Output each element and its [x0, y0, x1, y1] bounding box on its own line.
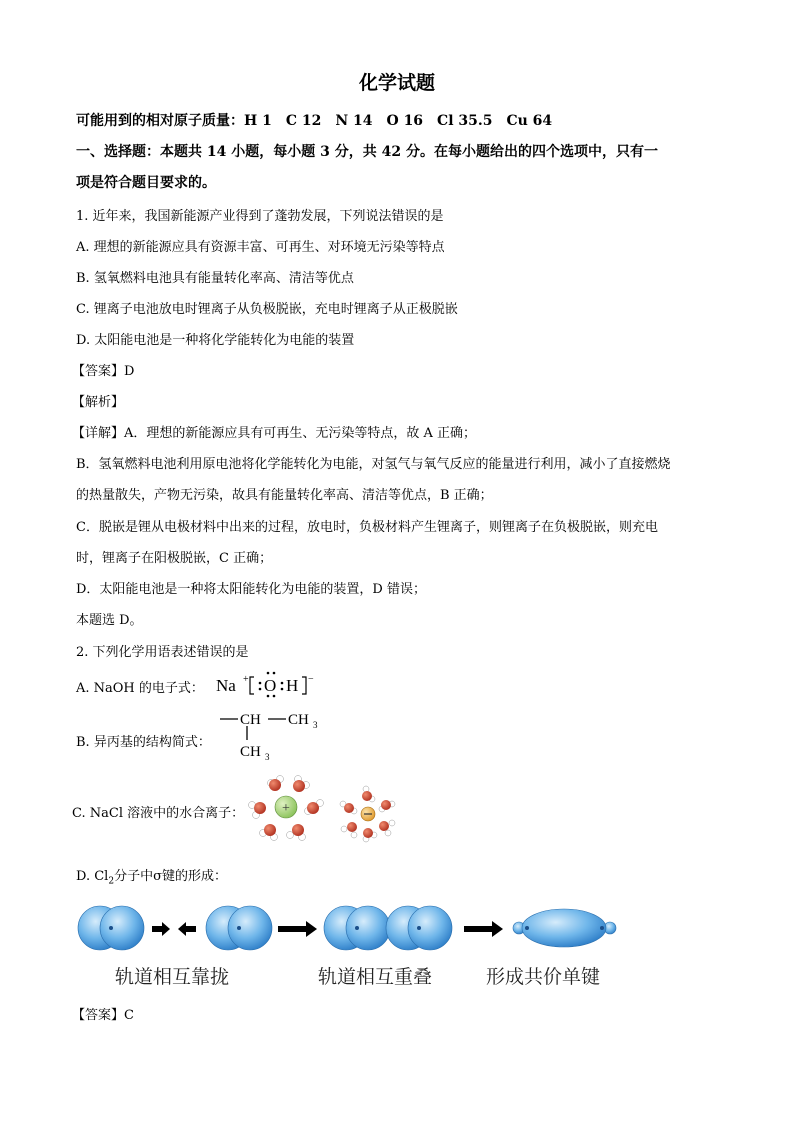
hydrated-anion [340, 786, 395, 842]
q2-option-a-label: A. NaOH 的电子式： [76, 681, 204, 696]
orbitals-approaching [78, 906, 144, 950]
arrow-right-icon [152, 922, 170, 936]
q2-option-c-label: C. NaCl 溶液中的水合离子： [72, 806, 245, 821]
orbital-second-atom [206, 906, 272, 950]
answer-tag: 【答案】 [72, 364, 125, 379]
q1-answer [72, 360, 134, 379]
q2-option-b-label: B. 异丙基的结构简式： [76, 735, 211, 750]
hydrated-ions-diagram [246, 773, 416, 843]
exp-text: A．理想的新能源应具有可再生、无污染等特点，故 A 正确； [124, 426, 477, 441]
ch3-group-bottom: CH [240, 744, 261, 760]
right-bracket [302, 677, 306, 694]
detail-tag: 【详解】 [72, 426, 125, 441]
left-bracket [250, 677, 254, 694]
q1-explanation-b1: B．氢氧燃料电池利用原电池将化学能转化为电能，对氢气与氧气反应的能量进行利用，减小了直接燃烧 [76, 457, 671, 472]
covalent-single-bond [513, 909, 616, 947]
na-charge: + [243, 674, 249, 685]
q2-option-d-label [76, 865, 227, 887]
hydroxide-charge: − [308, 674, 314, 685]
na-symbol: Na [216, 676, 236, 695]
q1-option-c: C. 锂离子电池放电时锂离子从负极脱嵌，充电时锂离子从正极脱嵌 [76, 302, 458, 317]
arrow-right-icon [464, 921, 503, 937]
orbitals-overlapping [324, 906, 452, 950]
arrow-right-icon [278, 921, 317, 937]
isopropyl-structure [216, 706, 326, 762]
subscript-3-right: 3 [313, 720, 318, 730]
q1-explanation-c1: C．脱嵌是锂从电极材料中出来的过程，放电时，负极材料产生锂离子，则锂离子在负极脱嵌，则充电 [76, 520, 658, 535]
section-heading-line1: 一、选择题：本题共 14 小题，每小题 3 分，共 42 分。在每小题给出的四个选项中，只有一 [76, 144, 658, 160]
answer-tag: 【答案】 [72, 1008, 125, 1023]
ch3-group-right: CH [288, 712, 309, 728]
q1-explanation-c2: 时，锂离子在阳极脱嵌，C 正确； [76, 551, 273, 566]
d-label-rest: 分子中σ键的形成： [114, 869, 227, 884]
naoh-electron-formula [214, 664, 324, 698]
page-title: 化学试题 [358, 72, 435, 94]
hydrated-cation [249, 776, 324, 841]
q1-option-b: B. 氢氧燃料电池具有能量转化率高、清洁等优点 [76, 271, 354, 286]
q2-answer [72, 1004, 134, 1023]
q1-option-d: D. 太阳能电池是一种将化学能转化为电能的装置 [76, 333, 355, 348]
q1-explanation-b2: 的热量散失，产物无污染，故具有能量转化率高、清洁等优点，B 正确； [76, 488, 493, 503]
d-label-text: D. Cl [76, 869, 109, 884]
q1-option-a: A. 理想的新能源应具有资源丰富、可再生、对环境无污染等特点 [76, 240, 445, 255]
caption-approaching: 轨道相互靠拢 [115, 966, 230, 988]
q1-explanation-a [72, 422, 476, 441]
subscript-3-bottom: 3 [265, 752, 270, 762]
hydrogen-symbol: H [286, 676, 299, 695]
answer-value: D [124, 364, 135, 379]
ch-group: CH [240, 712, 261, 728]
q1-explanation-d: D．太阳能电池是一种将太阳能转化为电能的装置，D 错误； [76, 582, 426, 597]
q1-analysis-tag: 【解析】 [72, 395, 125, 410]
caption-single-bond: 形成共价单键 [486, 966, 601, 988]
answer-value: C [124, 1008, 134, 1023]
section-heading-line2: 项是符合题目要求的。 [76, 175, 216, 191]
arrow-left-icon [178, 922, 196, 936]
q1-conclusion: 本题选 D。 [76, 613, 143, 628]
q2-stem: 2. 下列化学用语表述错误的是 [76, 645, 249, 660]
atomic-mass-line: 可能用到的相对原子质量：H 1 C 12 N 14 O 16 Cl 35.5 Cu 64 [76, 113, 553, 129]
oxygen-symbol: O [264, 676, 277, 695]
d-subscript: 2 [108, 876, 115, 887]
caption-overlapping: 轨道相互重叠 [318, 966, 433, 988]
plus-sign-icon: + [282, 801, 290, 816]
sigma-bond-formation-diagram [72, 896, 632, 962]
q1-stem: 1. 近年来，我国新能源产业得到了蓬勃发展，下列说法错误的是 [76, 209, 444, 224]
